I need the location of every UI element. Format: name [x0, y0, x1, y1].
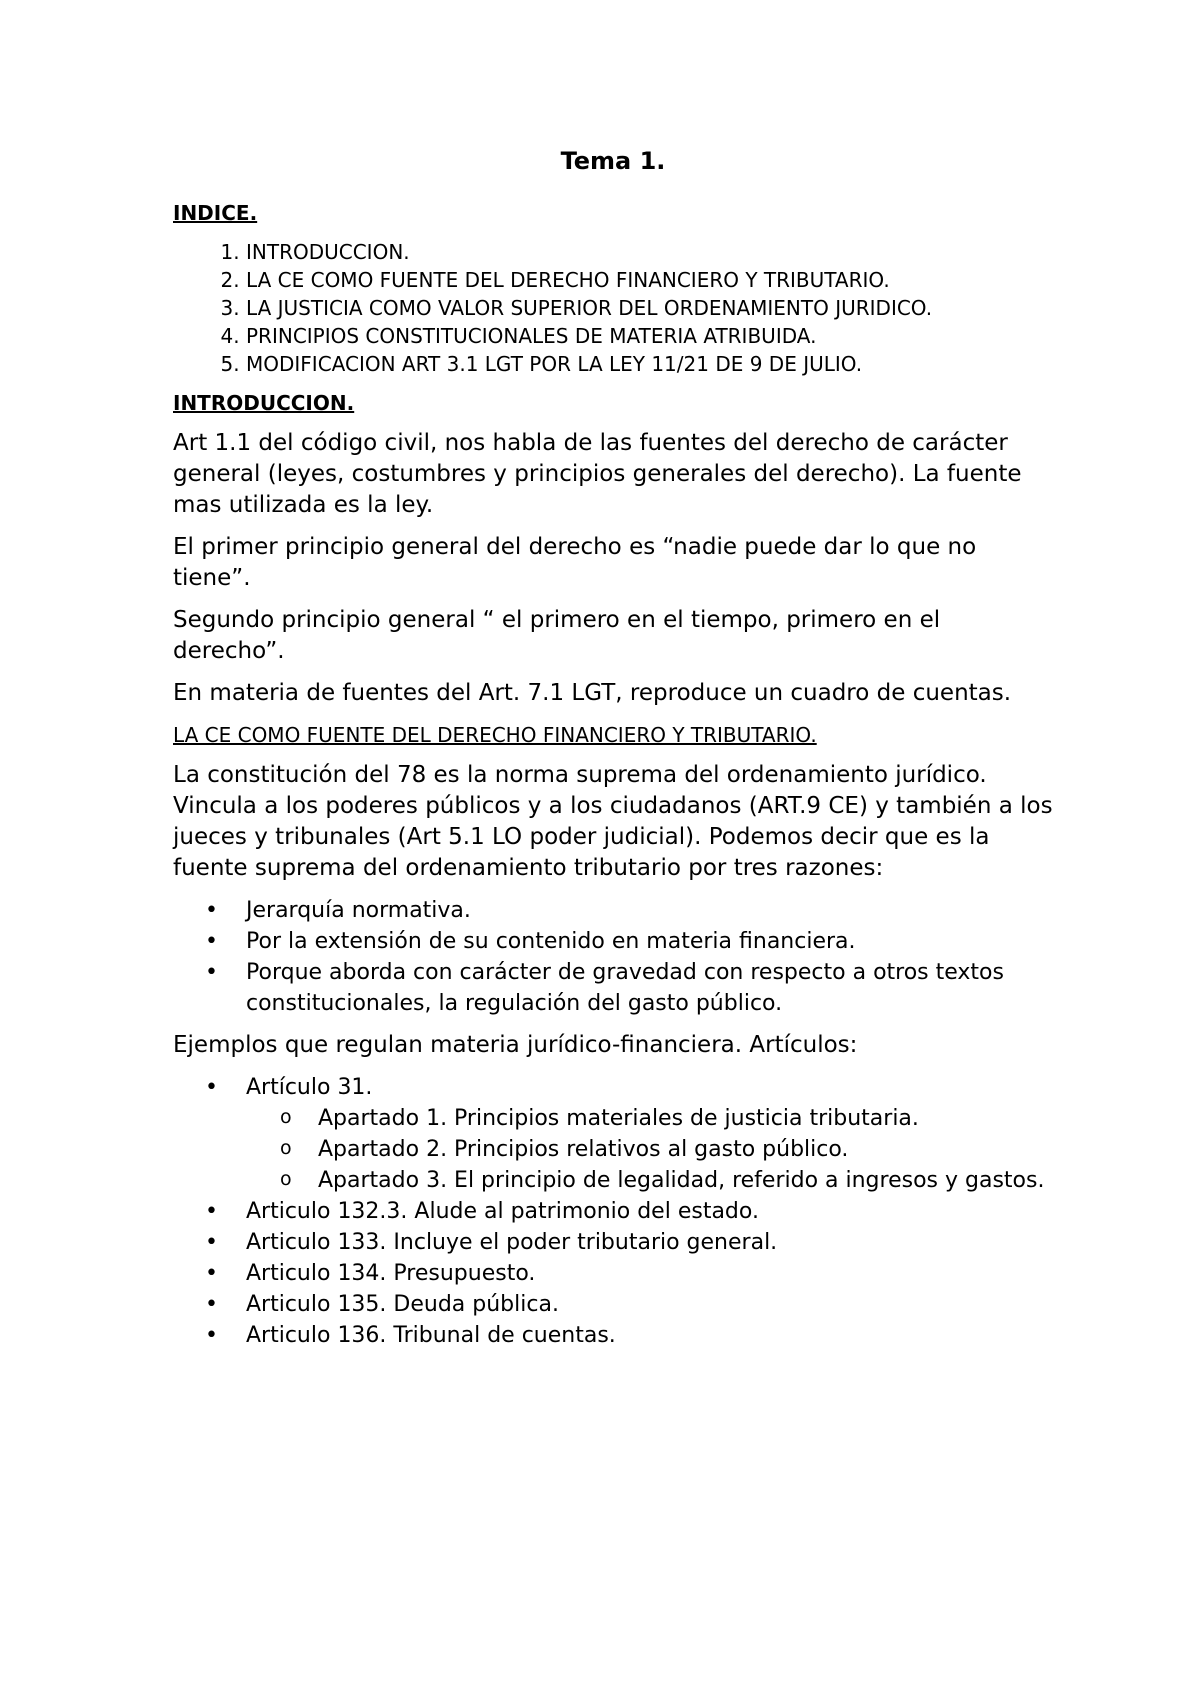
- intro-paragraph: El primer principio general del derecho es “nadie puede dar lo que no tiene”.: [173, 534, 977, 591]
- article-31-subitem: o Apartado 1. Principios materiales de justicia tributaria.: [246, 1103, 1053, 1134]
- article-item: • Articulo 133. Incluye el poder tributario general.: [173, 1227, 1053, 1258]
- article-item: • Articulo 134. Presupuesto.: [173, 1258, 1053, 1289]
- index-item: 4. PRINCIPIOS CONSTITUCIONALES DE MATERIA ATRIBUIDA.: [246, 322, 1053, 350]
- index-list: [173, 238, 1053, 378]
- intro-paragraph: En materia de fuentes del Art. 7.1 LGT, reproduce un cuadro de cuentas.: [173, 680, 1012, 706]
- intro-paragraph: Art 1.1 del código civil, nos habla de las fuentes del derecho de carácter general (leyes, costumbres y principios generales del derecho). La fuente mas utilizada es la ley.: [173, 430, 1022, 518]
- article-item: • Articulo 132.3. Alude al patrimonio del estado.: [173, 1196, 1053, 1227]
- index-heading: INDICE.: [173, 201, 258, 225]
- reason-item: • Por la extensión de su contenido en materia financiera.: [173, 926, 1053, 957]
- ce-section-heading: LA CE COMO FUENTE DEL DERECHO FINANCIERO Y TRIBUTARIO.: [173, 723, 817, 747]
- document-title: Tema 1.: [560, 147, 666, 175]
- index-item: 3. LA JUSTICIA COMO VALOR SUPERIOR DEL ORDENAMIENTO JURIDICO.: [246, 294, 1053, 322]
- index-item: 1. INTRODUCCION.: [246, 238, 1053, 266]
- reason-item: • Porque aborda con carácter de gravedad con respecto a otros textos constitucionales, la regulación del gasto público.: [173, 957, 1053, 1019]
- article-31-sublist: [246, 1103, 1053, 1196]
- document-page: [173, 138, 1053, 1362]
- article-31-label: Artículo 31.: [246, 1075, 373, 1100]
- article-item: • Articulo 136. Tribunal de cuentas.: [173, 1320, 1053, 1351]
- article-31-subitem: o Apartado 2. Principios relativos al gasto público.: [246, 1134, 1053, 1165]
- articles-list: [173, 1072, 1053, 1351]
- article-item: • Articulo 135. Deuda pública.: [173, 1289, 1053, 1320]
- article-item: [173, 1072, 1053, 1196]
- ce-section-paragraph: La constitución del 78 es la norma suprema del ordenamiento jurídico. Vincula a los poderes públicos y a los ciudadanos (ART.9 CE) y también a los jueces y tribunales (Art 5.1 LO poder judicial). Podemos decir que es la fuente suprema del ordenamiento tributario por tres razones:: [173, 762, 1053, 881]
- index-item: 5. MODIFICACION ART 3.1 LGT POR LA LEY 11/21 DE 9 DE JULIO.: [246, 350, 1053, 378]
- examples-intro: Ejemplos que regulan materia jurídico-financiera. Artículos:: [173, 1032, 858, 1058]
- intro-heading: INTRODUCCION.: [173, 391, 355, 415]
- index-item: 2. LA CE COMO FUENTE DEL DERECHO FINANCIERO Y TRIBUTARIO.: [246, 266, 1053, 294]
- article-31-subitem: o Apartado 3. El principio de legalidad, referido a ingresos y gastos.: [246, 1165, 1053, 1196]
- reasons-list: [173, 895, 1053, 1019]
- intro-paragraph: Segundo principio general “ el primero en el tiempo, primero en el derecho”.: [173, 607, 941, 664]
- reason-item: • Jerarquía normativa.: [173, 895, 1053, 926]
